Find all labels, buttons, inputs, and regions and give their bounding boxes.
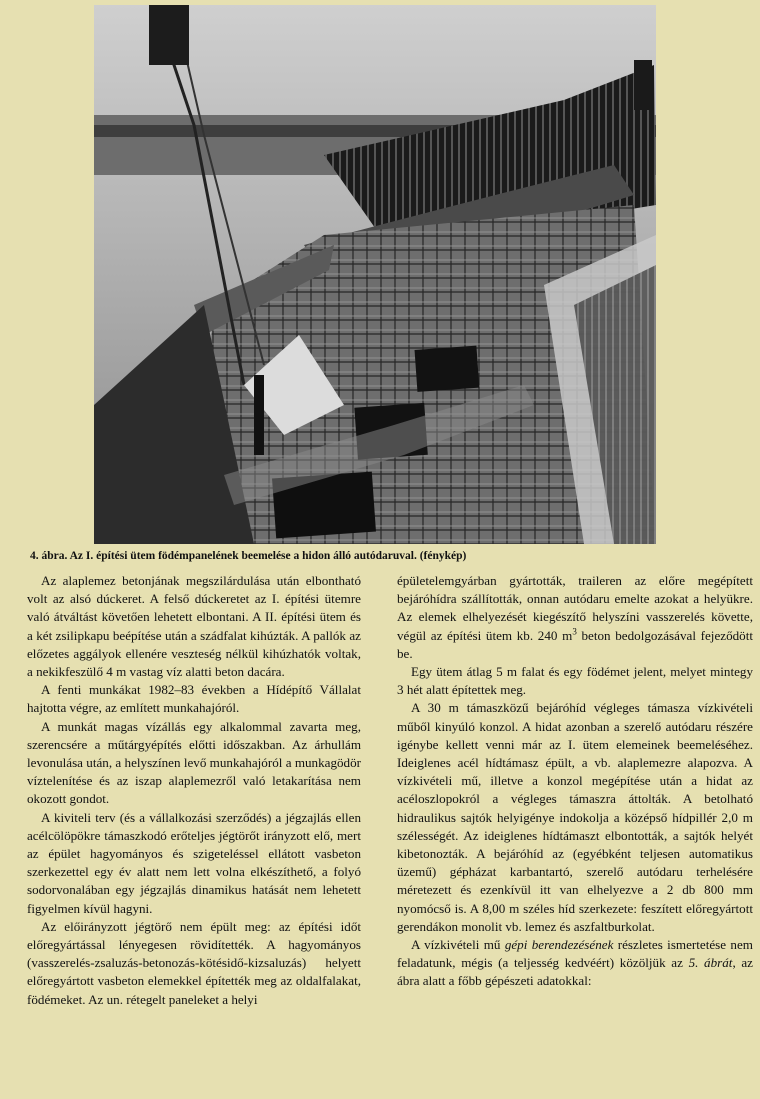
paragraph: Az alaplemez betonjának megszilárdulása után elbontható volt az alsó dúckeret. A felső dúckeretet az I. építési ütemre való átváltást követően lehetett elbontani. A II. építési ütem és a két zsilipkapu beépítése után a szádfalat kihúzták. A pallók az előzetes aggályok ellenére veszteség nélkül kihúzhatók voltak, a nekikfeszülő 4 m vastag víz alatti beton dacára.	[27, 573, 361, 680]
figure-caption: 4. ábra. Az I. építési ütem födémpanelének beemelése a hidon álló autódaruval. (fénykép)	[30, 550, 467, 562]
paragraph-text: részletes ismertetése nem feladatunk, mégis (a teljesség kedvéért) közöljük az	[397, 937, 753, 971]
paragraph-text: épületelemgyárban gyártották, traileren az előre megépített bejáróhídra szállították, onnan autódaru emelte azokat a helyükre. Az elemek elhelyezését kiegészítő helyszíni vasszerelés követte, végül az építési ütem kb. 240 m	[397, 573, 753, 643]
paragraph: A munkát magas vízállás egy alkalommal zavarta meg, szerencsére a műtárgyépítés előtti időszakban. Az árhullám levonulása után, a helyszínen levő munkahajóról a munkagödör víztelenítése és az iszap alaplemezről való letakarítása nem okozott gondot.	[27, 718, 361, 807]
right-column	[397, 572, 753, 991]
paragraph: A 30 m támaszközű bejáróhíd végleges támasza vízkivételi műből kinyúló konzol. A hidat azonban a szerelő autódaru részére igénybe kellett venni már az I. ütem elemeinek beemeléséhez. Ideiglenes acél hídtámasz épült, a vb. alaplemezre alapozva. A vízkivételi mű, illetve a konzol megépítése után a hidat az acéloszlopokról a végleges támaszra áttolták. A betolható hidraulikus sajtók helyigénye indokolja a középső hídpillér 2,0 m szélességét. Az ideiglenes hídtámaszt elbontották, a sajtók helyét kibetonozták. A bejáróhíd az (egyébként teljesen automatikus üzemű) gépházat karbantartó, szerelő autódaru terhelésére méretezett és ezenkívül itt van elhelyezve a 2 db 800 mm nyomócső is. A 8,00 m széles híd szerkezete: feszített előregyártott gerendákon monolit vb. lemez és aszfaltburkolat.	[397, 700, 753, 934]
figure-reference: 5. ábrát	[688, 955, 733, 971]
paragraph: Az előirányzott jégtörő nem épült meg: az építési időt előregyártással lényegesen rövidítették. A hagyományos (vasszerelés-zsaluzás-betonozás-kötésidő-kizsaluzás) helyett előregyártott vasbeton elemekkel építették meg az oldalfalakat, födémeket. Az un. rétegelt paneleket a helyi	[27, 918, 361, 1007]
left-column	[27, 572, 361, 1009]
paragraph: A kiviteli terv (és a vállalkozási szerződés) a jégzajlás ellen acélcölöpökre támaszkodó erőteljes jégtörőt irányzott elő, mert az épület hagyományos és szigeteléssel ellátott vasbeton szerkezettel egy év alatt nem lett volna elkészíthető, a folyó sodorvonalában egy jégzajlás dinamikus hatását nem lehetett figyelmen kívül hagyni.	[27, 809, 361, 916]
paragraph	[397, 572, 753, 663]
superscript: 3	[572, 626, 577, 637]
paragraph	[397, 936, 753, 991]
paragraph-text: , az ábra alatt a főbb gépészeti adatokkal:	[397, 955, 753, 989]
emphasis: gépi berendezésének	[504, 937, 614, 953]
paragraph-text: beton bedolgozásával fejeződött be.	[397, 627, 753, 661]
construction-photo	[94, 5, 656, 544]
paragraph-text: A vízkivételi mű	[411, 937, 505, 953]
paragraph: Egy ütem átlag 5 m falat és egy födémet jelent, melyet mintegy 3 hét alatt építettek meg.	[397, 664, 753, 698]
paragraph: A fenti munkákat 1982–83 években a Hídépítő Vállalat hajtotta végre, az említett munkahajóról.	[27, 682, 361, 716]
